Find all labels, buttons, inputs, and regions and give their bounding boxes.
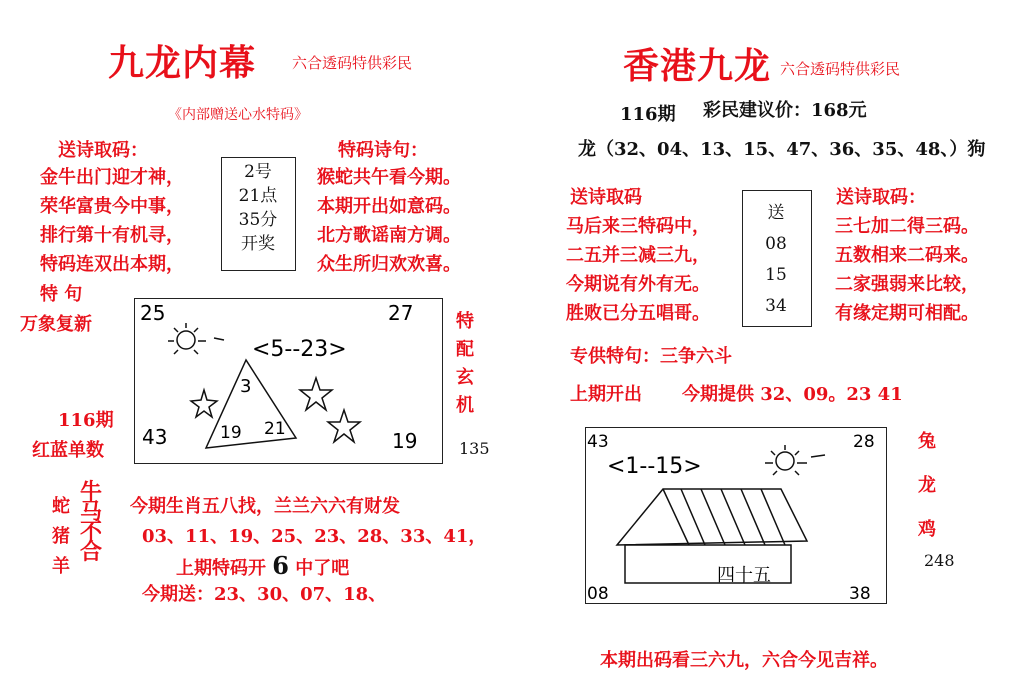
drawing-range: <1--15> [607,454,702,479]
drawing-tr-number: 27 [388,301,414,325]
right-side-number: 248 [924,551,955,570]
poem-line: 五数相来二码来。 [835,245,979,266]
poem-line: 三七加二得三码。 [835,216,979,237]
poem-line: 今期说有外有无。 [566,274,710,295]
sun-icon [776,452,794,470]
poem-line: 北方歌谣南方调。 [317,225,461,246]
right-side-vertical [918,420,936,552]
drawing-bl-number: 08 [587,584,609,604]
triangle-left-number: 19 [220,423,242,443]
poem-line: 胜败已分五唱哥。 [566,303,710,324]
right-footer: 本期出码看三六九，六合今见吉祥。 [600,650,888,671]
right-special-phrase: 专供特句：三争六斗 [570,346,732,367]
left-issue: 116期 [58,410,114,431]
left-poem-heading: 送诗取码： [58,140,148,161]
side-char: 兔 [918,431,936,452]
side-char: 机 [456,395,474,416]
draw-time-line: 35分 [238,210,278,230]
dragon-line: 龙（32、04、13、15、47、36、35、48、）狗 [578,139,986,160]
right-number-box-text [742,198,810,322]
poem-line: 金牛出门迎才神， [40,167,184,188]
drawing-bl-number: 43 [142,425,168,449]
left-special-poem [317,163,461,279]
left-side-vertical [456,308,474,420]
right-issue: 116期 [620,104,676,125]
poem-line: 二家强弱来比较， [835,274,979,295]
draw-time-line: 开奖 [241,234,275,254]
zodiac-left [52,492,70,582]
drawing-tl-number: 25 [140,301,166,325]
box-number: 送 [767,203,785,223]
left-line-4: 今期送：23、30、07、18、 [142,584,387,605]
left-title: 九龙内幕 [108,42,257,84]
left-drawing [134,298,441,462]
poem-line: 荣华富贵今中事， [40,196,184,217]
triangle-right-number: 21 [264,419,286,439]
side-char: 配 [456,339,474,360]
red-blue-label: 红蓝单数 [32,440,104,461]
zodiac-char: 猪 [52,526,70,547]
drawing-range: <5--23> [252,337,347,362]
left-tagline: 《内部赠送心水特码》 [168,107,308,123]
house-roof [617,489,807,545]
poem-line: 二五并三减三九， [566,245,710,266]
side-char: 龙 [918,475,936,496]
sun-icon [177,331,195,349]
right-last-label: 上期开出 [570,384,642,405]
box-number: 08 [765,234,787,254]
poem-line: 本期开出如意码。 [317,196,461,217]
side-char: 玄 [456,367,474,388]
zodiac-char: 羊 [52,556,70,577]
star-icon [328,410,360,442]
left-line-3 [176,551,349,580]
side-char: 鸡 [918,519,936,540]
star-icon [191,390,217,417]
drawing-bottom-text: 四十五 [717,565,771,586]
special-phrase: 万象复新 [20,314,92,335]
box-number: 34 [765,296,787,316]
poem-line: 特码连双出本期， [40,254,184,275]
zodiac-char: 合 [80,539,103,565]
right-title: 香港九龙 [623,45,772,87]
line3-text: 上期特码开 [176,558,266,579]
right-provide: 今期提供 32、09。23 41 [682,384,903,405]
star-icon [300,378,332,410]
side-char: 特 [456,311,474,332]
drawing-br-number: 38 [849,584,871,604]
right-poem-right [835,212,979,328]
draw-time-line: 2号 [244,162,272,182]
drawing-br-number: 19 [392,429,418,453]
right-price: 彩民建议价：168元 [703,100,867,121]
line3-number: 6 [272,551,289,580]
poem-line: 有缘定期可相配。 [835,303,979,324]
left-poem [40,163,184,279]
drawing-tr-number: 28 [853,432,875,452]
draw-time-line: 21点 [238,186,278,206]
drawing-tl-number: 43 [587,432,609,452]
left-line-2: 03、11、19、25、23、28、33、41， [142,526,487,547]
box-number: 15 [765,265,787,285]
special-phrase-label: 特 句 [40,284,83,305]
poem-line: 猴蛇共午看今期。 [317,167,461,188]
line3-text: 中了吧 [295,558,350,579]
zodiac-char: 马 [80,499,103,525]
right-subtitle: 六合透码特供彩民 [780,60,901,78]
zodiac-char: 蛇 [52,496,70,517]
poem-line: 马后来三特码中， [566,216,710,237]
draw-time-text [228,160,288,256]
zodiac-big [80,479,103,565]
zodiac-char: 牛 [80,479,103,505]
left-subtitle: 六合透码特供彩民 [292,54,413,72]
left-line-1: 今期生肖五八找，兰兰六六有财发 [130,496,400,517]
right-poem-heading-left: 送诗取码 [570,187,642,208]
triangle-top-number: 3 [240,376,252,397]
poem-line: 排行第十有机寻， [40,225,184,246]
left-special-heading: 特码诗句： [338,140,428,161]
right-drawing [585,427,885,602]
right-poem-heading-right: 送诗取码： [836,187,926,208]
left-side-number: 135 [459,439,490,458]
zodiac-char: 不 [80,519,103,545]
poem-line: 众生所归欢欢喜。 [317,254,461,275]
right-poem-left [566,212,710,328]
